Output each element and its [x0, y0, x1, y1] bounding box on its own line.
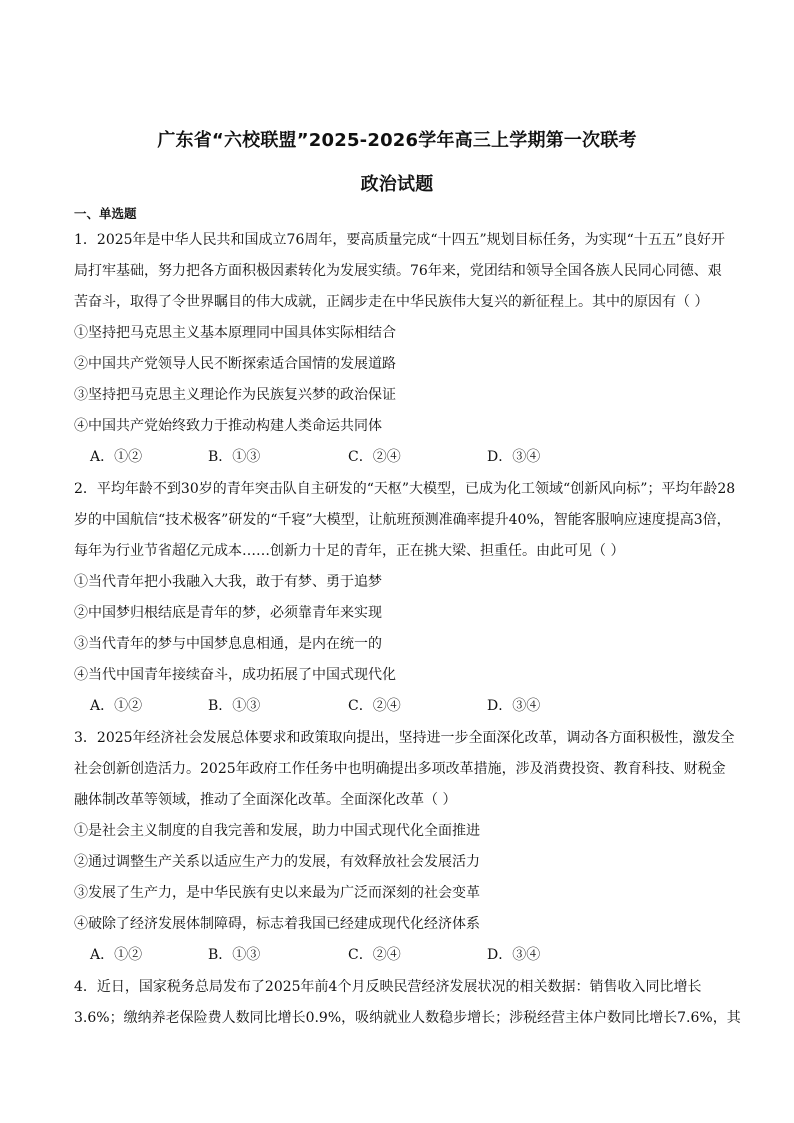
option-b[interactable]: B．①③: [208, 947, 261, 963]
question-stem-line: 3.6%；缴纳养老保险费人数同比增长0.9%，吸纳就业人数稳步增长；涉税经营主体户数同比增长7.6%，其: [74, 1010, 741, 1026]
section-heading: 一、单选题: [74, 206, 137, 221]
statement-item: ②中国共产党领导人民不断探索适合国情的发展道路: [74, 356, 396, 372]
question-stem-line: 每年为行业节省超亿元成本……创新力十足的青年，正在挑大梁、担重任。由此可见（ ）: [74, 543, 625, 559]
question-stem-line: 4．近日，国家税务总局发布了2025年前4个月反映民营经济发展状况的相关数据：销售收入同比增长: [74, 979, 702, 995]
question-stem-line: 岁的中国航信“技术极客”研发的“千寝”大模型，让航班预测准确率提升40%，智能客服响应速度提高3倍，: [74, 512, 731, 528]
question-stem-line: 社会创新创造活力。2025年政府工作任务中也明确提出多项改革措施，涉及消费投资、教育科技、财税金: [74, 761, 726, 777]
option-d[interactable]: D．③④: [487, 449, 541, 465]
option-a[interactable]: A．①②: [90, 947, 143, 963]
statement-item: ①当代青年把小我融入大我，敢于有梦、勇于追梦: [74, 574, 382, 590]
statement-item: ④中国共产党始终致力于推动构建人类命运共同体: [74, 418, 382, 434]
question-stem-line: 1．2025年是中华人民共和国成立76周年，要高质量完成“十四五”规划目标任务，为实现“十五五”良好开: [74, 232, 725, 248]
statement-item: ③当代青年的梦与中国梦息息相通，是内在统一的: [74, 636, 382, 652]
question-stem-line: 3．2025年经济社会发展总体要求和政策取向提出，坚持进一步全面深化改革，调动各方面积极性，激发全: [74, 730, 735, 746]
statement-item: ③坚持把马克思主义理论作为民族复兴梦的政治保证: [74, 387, 396, 403]
option-c[interactable]: C．②④: [348, 698, 401, 714]
question-stem-line: 苦奋斗，取得了令世界瞩目的伟大成就，正阔步走在中华民族伟大复兴的新征程上。其中的原因有（ ）: [74, 294, 709, 310]
option-a[interactable]: A．①②: [90, 449, 143, 465]
exam-title: 广东省“六校联盟”2025-2026学年高三上学期第一次联考: [157, 130, 637, 151]
question-stem-line: 2．平均年龄不到30岁的青年突击队自主研发的“天枢”大模型，已成为化工领域“创新风向标”；平均年龄28: [74, 481, 736, 497]
statement-item: ②中国梦归根结底是青年的梦，必须靠青年来实现: [74, 605, 382, 621]
option-d[interactable]: D．③④: [487, 947, 541, 963]
question-stem-line: 局打牢基础，努力把各方面积极因素转化为发展实绩。76年来，党团结和领导全国各族人民同心同德、艰: [74, 263, 722, 279]
option-c[interactable]: C．②④: [348, 947, 401, 963]
option-a[interactable]: A．①②: [90, 698, 143, 714]
question-stem-line: 融体制改革等领域，推动了全面深化改革。全面深化改革（ ）: [74, 792, 457, 808]
statement-item: ②通过调整生产关系以适应生产力的发展，有效释放社会发展活力: [74, 854, 480, 870]
statement-item: ①坚持把马克思主义基本原理同中国具体实际相结合: [74, 325, 396, 341]
option-b[interactable]: B．①③: [208, 449, 261, 465]
statement-item: ③发展了生产力，是中华民族有史以来最为广泛而深刻的社会变革: [74, 885, 480, 901]
statement-item: ④当代中国青年接续奋斗，成功拓展了中国式现代化: [74, 667, 396, 683]
option-d[interactable]: D．③④: [487, 698, 541, 714]
option-c[interactable]: C．②④: [348, 449, 401, 465]
statement-item: ④破除了经济发展体制障碍，标志着我国已经建成现代化经济体系: [74, 916, 480, 932]
option-b[interactable]: B．①③: [208, 698, 261, 714]
exam-subtitle: 政治试题: [360, 174, 434, 195]
statement-item: ①是社会主义制度的自我完善和发展，助力中国式现代化全面推进: [74, 823, 480, 839]
